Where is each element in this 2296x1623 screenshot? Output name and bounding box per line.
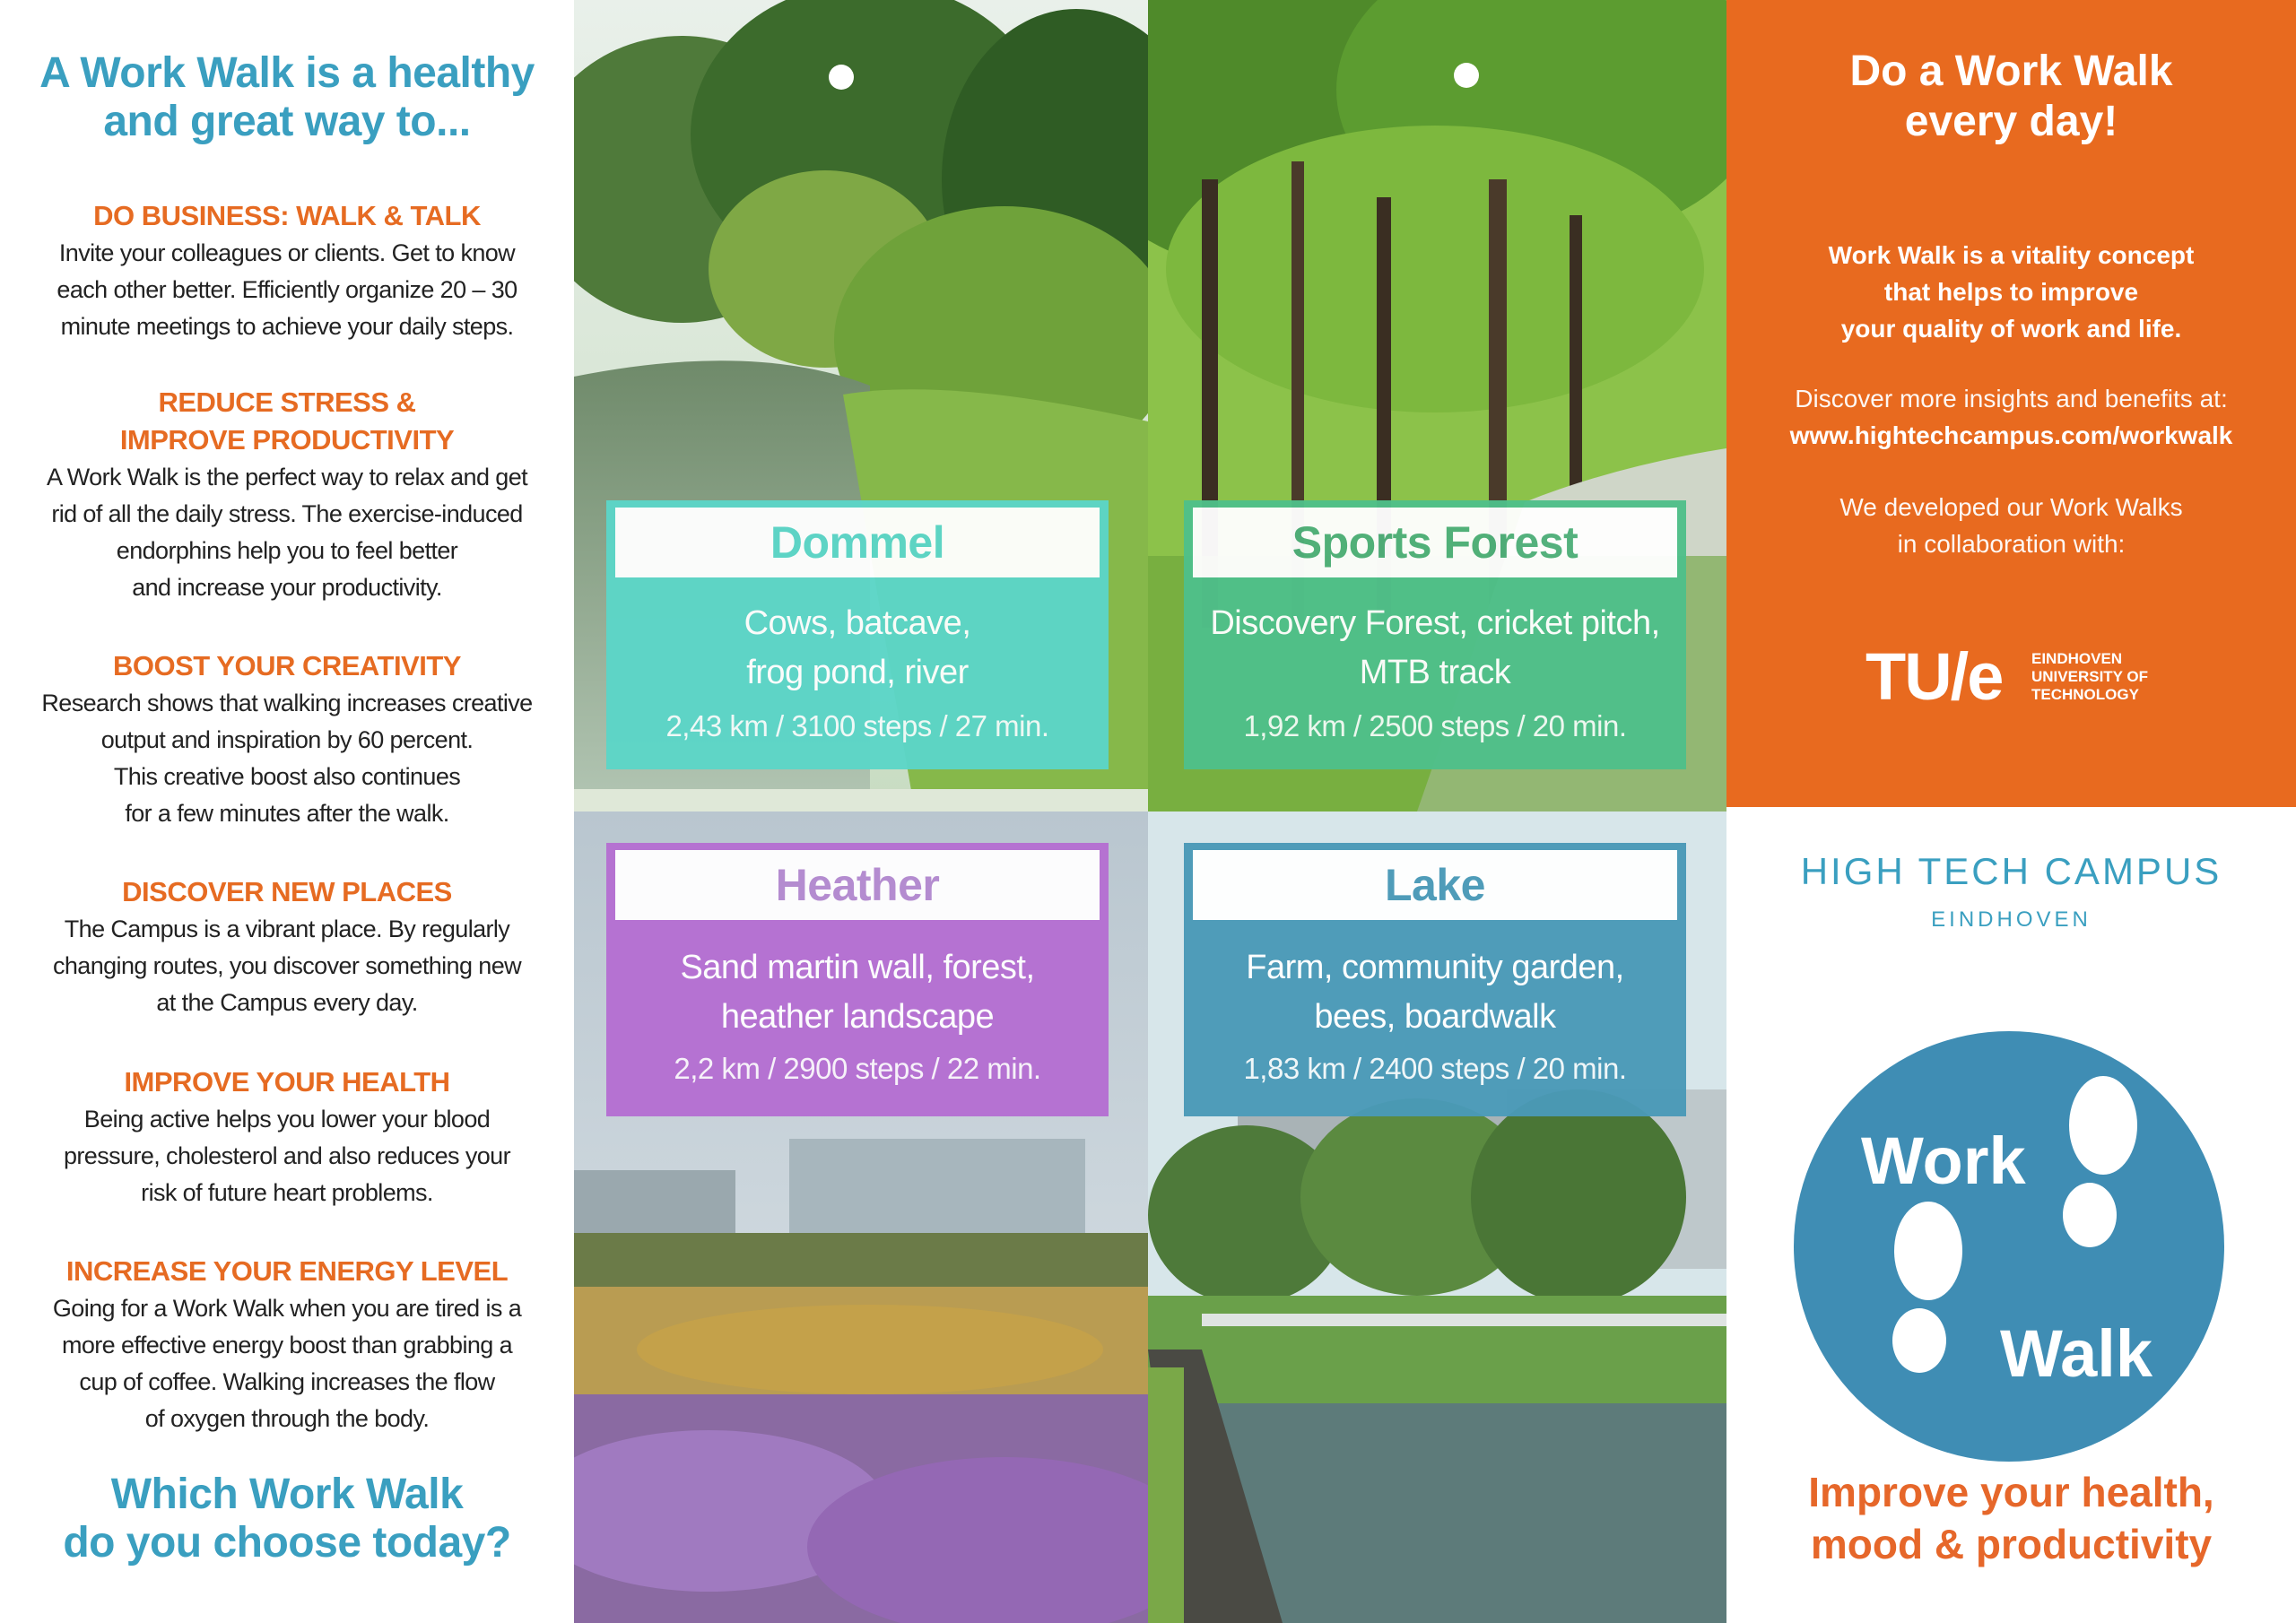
benefit-title: DISCOVER NEW PLACES xyxy=(122,876,452,907)
benefit-title: INCREASE YOUR ENERGY LEVEL xyxy=(65,1255,509,1287)
benefit-body: Being active helps you lower your blood pressure, cholesterol and also reduces your risk of future heart problems. xyxy=(64,1106,510,1206)
benefits-heading: A Work Walk is a healthy and great way to... xyxy=(39,49,535,145)
closing-question: Which Work Walk do you choose today? xyxy=(63,1471,511,1567)
campus-logo-city: EINDHOVEN xyxy=(1931,907,2092,932)
benefit-body: Going for a Work Walk when you are tired is a more effective energy boost than grabbing a cup of coffee. Walking increases the flow of oxygen through the body. xyxy=(52,1295,522,1432)
benefit-title: BOOST YOUR CREATIVITY xyxy=(113,650,461,681)
intro-heading: Do a Work Walk every day! xyxy=(1849,48,2173,145)
route-card-sports-forest[interactable] xyxy=(1184,500,1686,769)
route-card-heather[interactable] xyxy=(606,843,1109,1116)
benefit-discover-places xyxy=(27,873,547,1021)
benefit-improve-health xyxy=(27,1063,547,1211)
route-highlights: Farm, community garden, bees, boardwalk xyxy=(1246,949,1624,1036)
benefit-title: IMPROVE YOUR HEALTH xyxy=(124,1066,450,1098)
benefit-body: A Work Walk is the perfect way to relax and get rid of all the daily stress. The exercise-induced endorphins help you to feel better and increase your productivity. xyxy=(46,464,528,601)
benefit-reduce-stress xyxy=(27,384,547,606)
route-card-dommel[interactable] xyxy=(606,500,1109,769)
workwalk-url-link[interactable]: www.hightechcampus.com/workwalk xyxy=(1789,421,2233,449)
route-name: Heather xyxy=(615,850,1100,920)
benefit-body: The Campus is a vibrant place. By regularly changing routes, you discover something new at the Campus every day. xyxy=(52,916,522,1016)
route-stats: 2,43 km / 3100 steps / 27 min. xyxy=(665,709,1049,742)
benefit-body: Invite your colleagues or clients. Get to know each other better. Efficiently organize 20 – 30 minute meetings to achieve your daily steps. xyxy=(57,239,517,340)
intro-text: Work Walk is a vitality concept that helps to improve your quality of work and life. xyxy=(1828,241,2195,343)
route-highlights: Sand martin wall, forest, heather landscape xyxy=(680,949,1035,1036)
benefit-title: REDUCE STRESS & IMPROVE PRODUCTIVITY xyxy=(119,386,455,456)
route-stats: 2,2 km / 2900 steps / 22 min. xyxy=(674,1052,1041,1085)
benefit-body: Research shows that walking increases creative output and inspiration by 60 percent. This creative boost also continues for a few minutes after the walk. xyxy=(41,690,533,827)
tagline: Improve your health, mood & productivity xyxy=(1808,1469,2214,1567)
work-walk-intro-panel xyxy=(1726,0,2296,807)
benefit-walk-and-talk xyxy=(27,197,547,345)
route-name: Lake xyxy=(1193,850,1677,920)
benefits-panel xyxy=(0,0,574,1623)
footprints-icon xyxy=(1794,1031,2224,1462)
route-stats: 1,92 km / 2500 steps / 20 min. xyxy=(1243,709,1627,742)
campus-branding-panel xyxy=(1726,807,2296,1623)
route-stats: 1,83 km / 2400 steps / 20 min. xyxy=(1243,1052,1627,1085)
tue-mark: TU/e xyxy=(1866,639,2003,714)
tue-wordmark: EINDHOVEN UNIVERSITY OF TECHNOLOGY xyxy=(2031,650,2149,703)
route-name: Sports Forest xyxy=(1193,508,1677,577)
benefit-boost-creativity xyxy=(27,647,547,832)
collaboration-text: We developed our Work Walks in collaboration with: xyxy=(1839,493,2183,558)
benefit-title: DO BUSINESS: WALK & TALK xyxy=(93,200,481,231)
route-highlights: Discovery Forest, cricket pitch, MTB track xyxy=(1210,604,1660,691)
route-highlights: Cows, batcave, frog pond, river xyxy=(744,604,971,691)
work-walk-logo xyxy=(1794,1031,2224,1462)
route-card-lake[interactable] xyxy=(1184,843,1686,1116)
route-name: Dommel xyxy=(615,508,1100,577)
logo-word-work: Work xyxy=(1861,1124,2026,1198)
benefit-energy-level xyxy=(27,1253,547,1437)
discover-text: Discover more insights and benefits at: xyxy=(1795,385,2228,412)
logo-word-walk: Walk xyxy=(2000,1316,2152,1391)
campus-logo-name: HIGH TECH CAMPUS xyxy=(1800,850,2222,892)
